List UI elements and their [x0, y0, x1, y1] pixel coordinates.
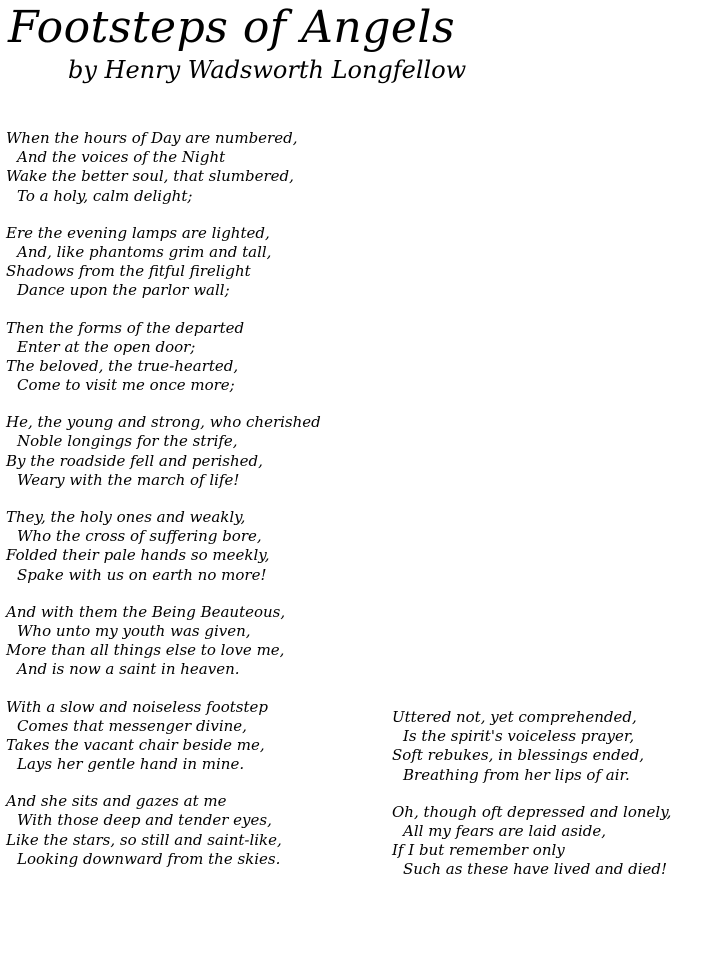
poem-right-column [392, 708, 712, 898]
poem-line: Wake the better soul, that slumbered, [6, 167, 294, 186]
stanza [6, 508, 386, 585]
poem-line: Shadows from the fitful firelight [6, 262, 251, 281]
stanza [392, 708, 712, 785]
poem-line: Soft rebukes, in blessings ended, [392, 746, 644, 765]
poem-line: To a holy, calm delight; [17, 186, 193, 205]
poem-line: And with them the Being Beauteous, [6, 602, 286, 621]
poem-line: If I but remember only [392, 841, 565, 860]
poem-line: Lays her gentle hand in mine. [17, 755, 245, 774]
poem-line: They, the holy ones and weakly, [6, 508, 246, 526]
poem-line: Folded their pale hands so meekly, [6, 546, 270, 565]
poem-line: And the voices of the Night [17, 148, 226, 167]
poem-line: The beloved, the true-hearted, [6, 356, 239, 375]
poem-line: Spake with us on earth no more! [17, 565, 267, 584]
poem-line: With a slow and noiseless footstep [6, 697, 268, 716]
poem-line: Ere the evening lamps are lighted, [6, 223, 270, 242]
poem-line: All my fears are laid aside, [403, 821, 607, 840]
poem-line: Come to visit me once more; [17, 376, 235, 395]
poem-line: And, like phantoms grim and tall, [17, 242, 272, 261]
poem-line: Uttered not, yet comprehended, [392, 708, 637, 726]
stanza [6, 413, 386, 490]
poem-line: Such as these have lived and died! [403, 860, 668, 879]
poem-left-column [6, 129, 386, 887]
poem-line: He, the young and strong, who cherished [6, 413, 321, 432]
poem-line: Comes that messenger divine, [17, 716, 247, 735]
stanza [6, 319, 386, 396]
poem-byline: by Henry Wadsworth Longfellow [68, 56, 467, 84]
poem-line: Weary with the march of life! [17, 470, 240, 489]
poem-line: When the hours of Day are numbered, [6, 129, 298, 147]
stanza [6, 792, 386, 869]
poem-line: And she sits and gazes at me [6, 792, 227, 811]
poem-line: Is the spirit's voiceless prayer, [403, 727, 635, 746]
poem-line: By the roadside fell and perished, [6, 451, 263, 470]
poem-line: Oh, though oft depressed and lonely, [392, 802, 672, 821]
poem-line: With those deep and tender eyes, [17, 811, 272, 830]
stanza [6, 224, 386, 301]
poem-line: Takes the vacant chair beside me, [6, 735, 265, 754]
poem-line: Breathing from her lips of air. [403, 765, 630, 784]
stanza [6, 698, 386, 775]
poem-line: Then the forms of the departed [6, 318, 245, 337]
poem-title: Footsteps of Angels [8, 2, 456, 53]
poem-line: Who unto my youth was given, [17, 621, 251, 640]
poem-line: More than all things else to love me, [6, 641, 285, 660]
poem-line: Looking downward from the skies. [17, 849, 281, 868]
stanza [6, 603, 386, 680]
poem-line: Who the cross of suffering bore, [17, 527, 262, 546]
stanza [392, 803, 712, 880]
poem-line: And is now a saint in heaven. [17, 660, 240, 679]
poem-line: Noble longings for the strife, [17, 432, 238, 451]
poem-line: Like the stars, so still and saint-like, [6, 830, 282, 849]
poem-line: Dance upon the parlor wall; [17, 281, 230, 300]
poem-line: Enter at the open door; [17, 337, 196, 356]
stanza [6, 129, 386, 206]
